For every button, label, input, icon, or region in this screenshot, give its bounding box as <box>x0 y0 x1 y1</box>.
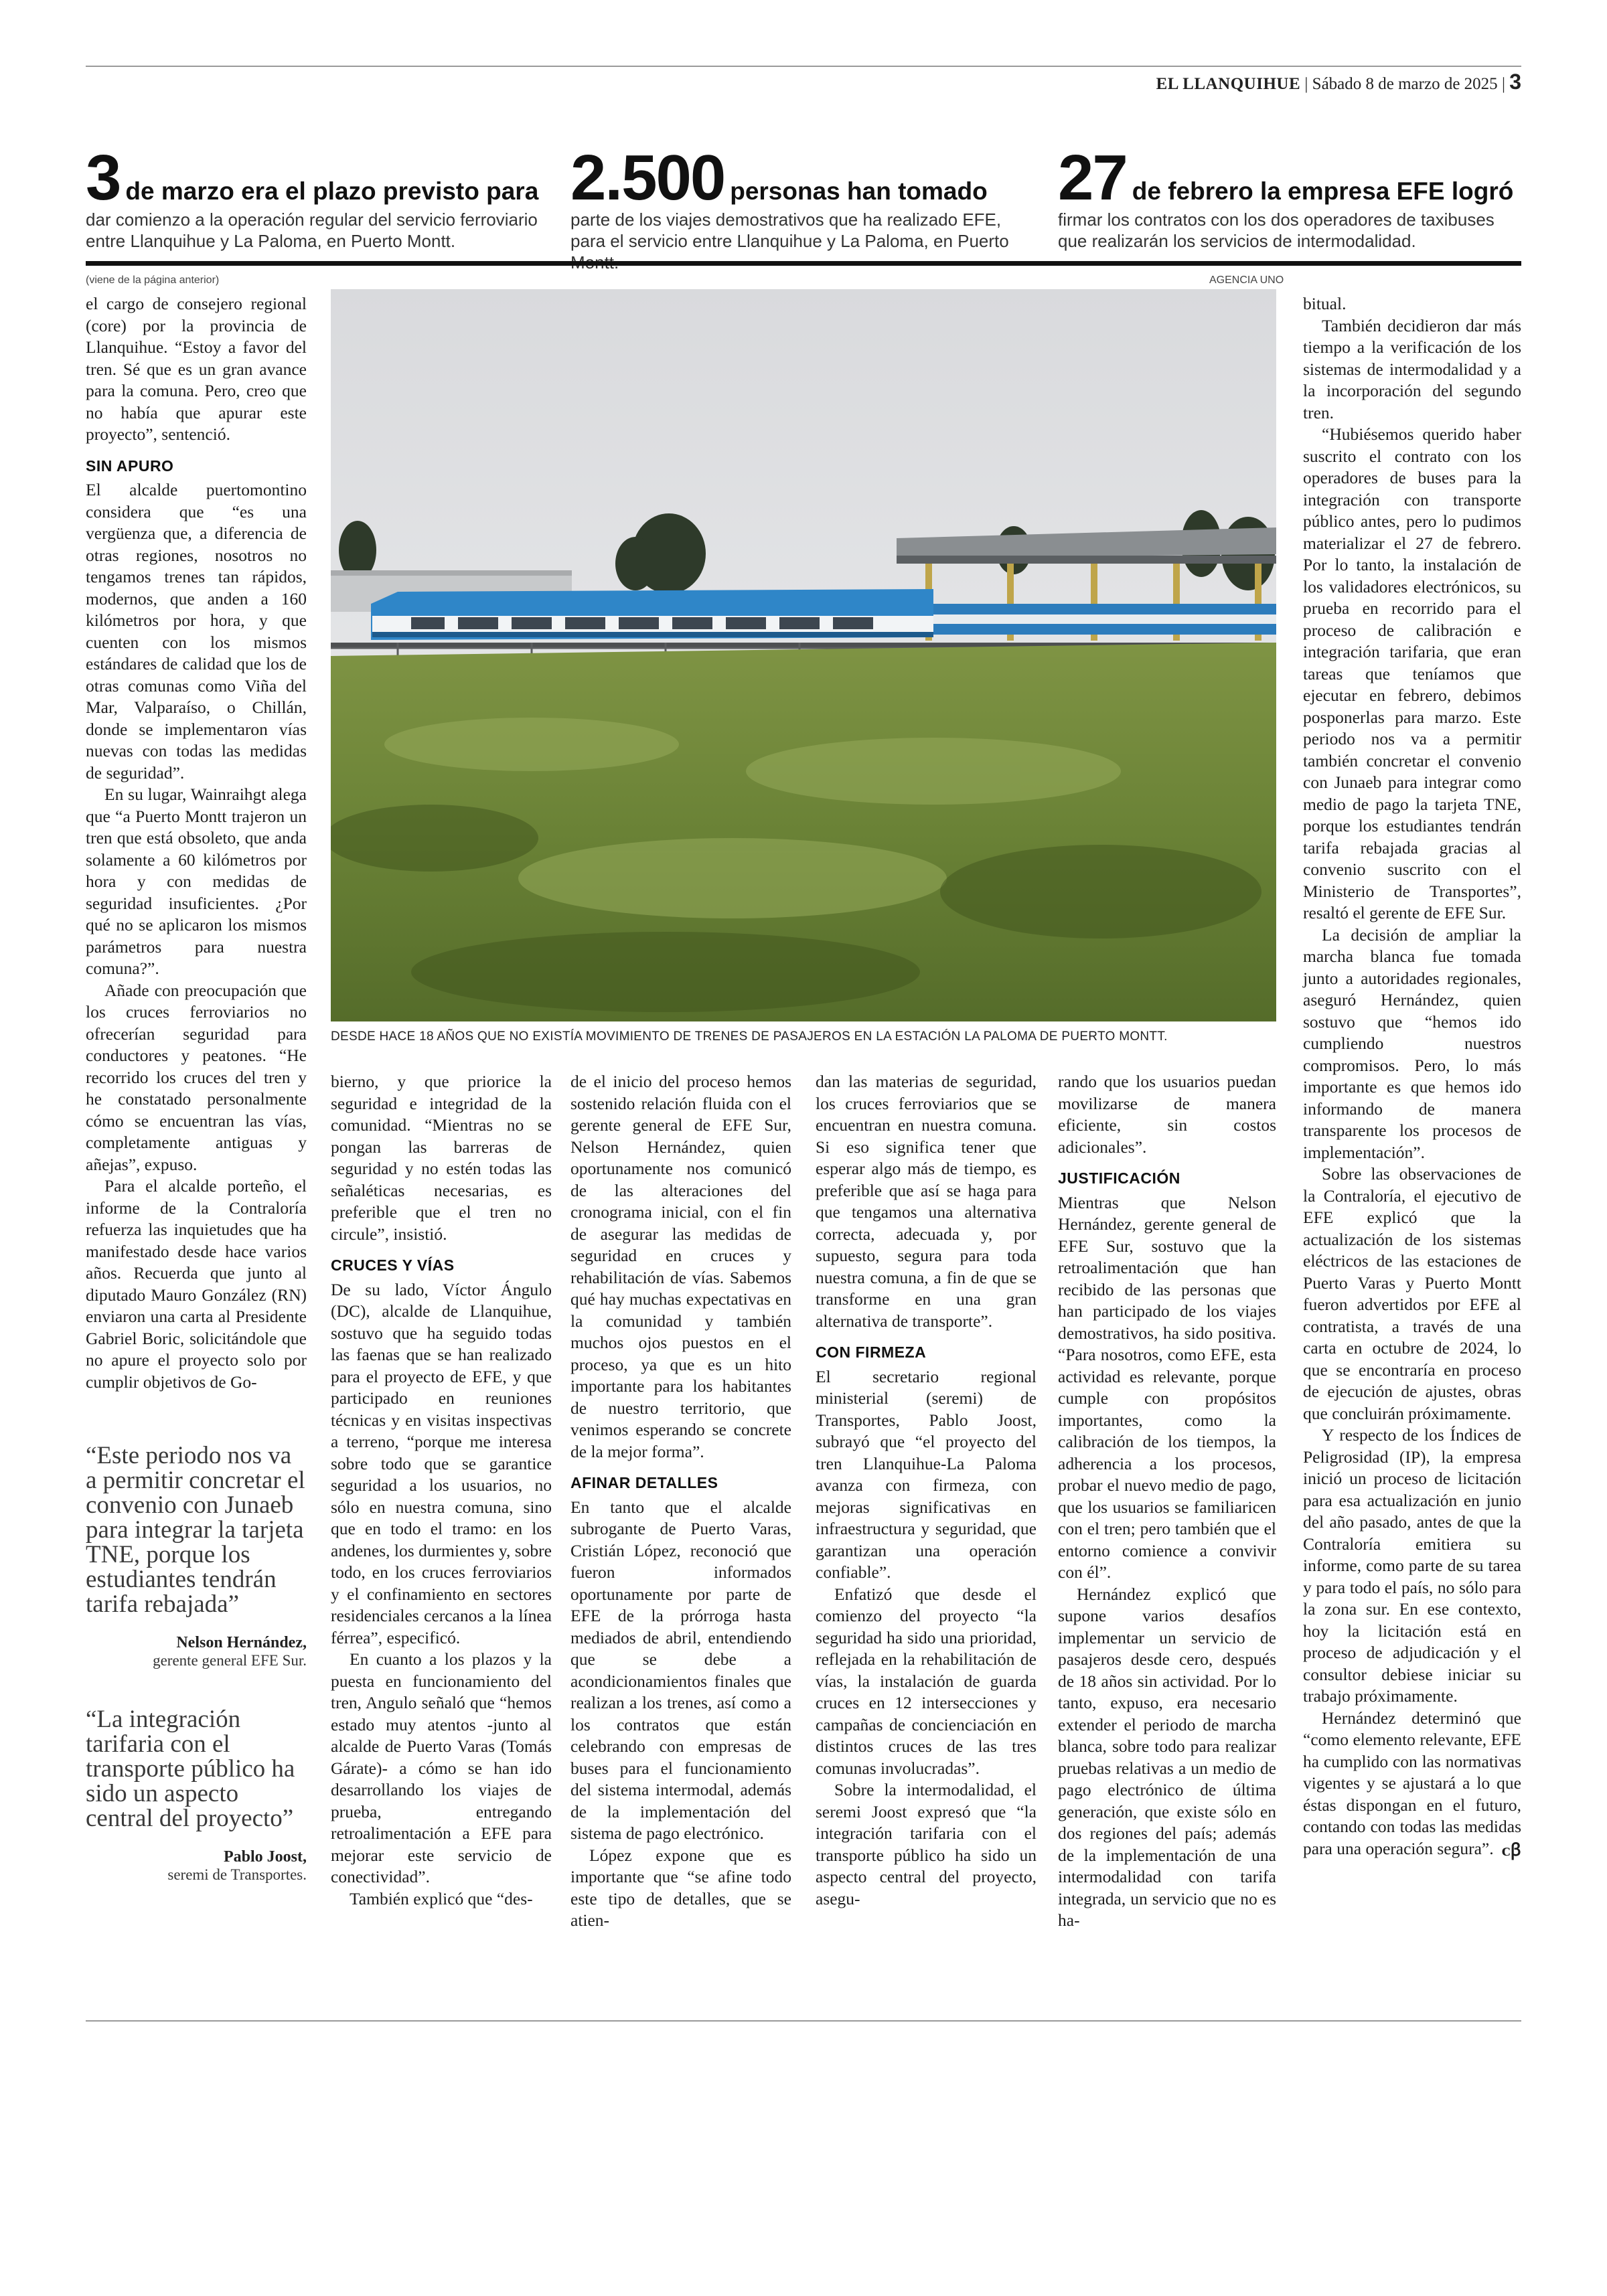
quote-author: Nelson Hernández, <box>176 1634 307 1651</box>
article-paragraph: También decidieron dar más tiempo a la verificación de los sistemas de intermodalidad y a la incorporación del segundo tren. <box>1303 315 1521 422</box>
issue-date: Sábado 8 de marzo de 2025 <box>1312 75 1498 93</box>
article-paragraph: La decisión de ampliar la marcha blanca fue tomada junto a autoridades regionales, aseguró Hernández, quien sostuvo que “hemos ido cumpliendo nuestros compromisos. Pero, lo más importante es que hemos ido informando de manera transparente los procesos de implementación”. <box>1303 924 1521 1162</box>
photo-credit: AGENCIA UNO <box>1209 274 1284 286</box>
article-paragraph: el cargo de consejero regional (core) por la provincia de Llanquihue. “Estoy a favor del tren. Sé que es un gran avance para la comuna. Pero, creo que no había que apurar este proyecto”, sentenció. <box>86 294 307 444</box>
end-of-article-mark: ᴄꞵ <box>1501 1840 1521 1860</box>
stat-number: 3 <box>86 142 121 214</box>
stat-description: firmar los contratos con los dos operadores de taxibuses que realizarán los servicios de intermodalidad. <box>1058 210 1495 251</box>
train-station-illustration <box>331 289 1276 1021</box>
section-subhead: SIN APURO <box>86 457 174 475</box>
section-subhead: JUSTIFICACIÓN <box>1058 1169 1180 1187</box>
article-column-1 <box>86 293 307 1393</box>
article-column-5 <box>1058 1071 1276 1932</box>
article-paragraph: Sobre la intermodalidad, el seremi Joost expresó que “la integración tarifaria con el transporte público ha sido un aspecto central del proyecto, asegu- <box>816 1780 1037 1908</box>
masthead-folio: EL LLANQUIHUE | Sábado 8 de marzo de 2025 | 3 <box>1156 70 1521 94</box>
publication-name: EL LLANQUIHUE <box>1156 75 1301 93</box>
article-paragraph: Enfatizó que desde el comienzo del proyecto “la seguridad ha sido una prioridad, reflejada en la rehabilitación de vías, la instalación de guarda cruces en 12 intersecciones y campañas de concienciación en distintos cruces de las tres comunas involucradas”. <box>816 1584 1037 1778</box>
article-paragraph: bierno, y que priorice la seguridad e integridad de la comunidad. “Mientras no se pongan las barreras de seguridad y no estén todas las señaléticas necesarias, es preferible que el tren no circule”, insistió. <box>331 1072 552 1244</box>
article-paragraph: dan las materias de seguridad, los cruces ferroviarios que se encuentran en nuestra comuna. Si eso significa tener que esperar algo más de tiempo, es preferible que así se haga para que tengamos una alternativa correcta, adecuada y, por supuesto, segura para toda nuestra comuna, a fin de que se transforme en una gran alternativa de transporte”. <box>816 1072 1037 1331</box>
stat-lead: de febrero la empresa EFE logró <box>1132 177 1514 205</box>
section-subhead: CRUCES Y VÍAS <box>331 1256 455 1274</box>
pull-quote-1 <box>86 1443 307 1669</box>
article-column-6 <box>1303 293 1521 1862</box>
quote-role: gerente general EFE Sur. <box>153 1652 307 1669</box>
stat-description: parte de los viajes demostrativos que ha realizado EFE, para el servicio entre Llanquihue y La Paloma, en Puerto <box>570 210 1009 251</box>
quote-text: “Este periodo nos va a permitir concretar el convenio con Junaeb para integrar la tarjeta TNE, porque los estudiantes tendrán tarifa rebajada” <box>86 1442 305 1618</box>
article-column-3 <box>570 1071 791 1932</box>
top-rule <box>86 66 1521 67</box>
section-subhead: AFINAR DETALLES <box>570 1474 718 1491</box>
article-paragraph: de el inicio del proceso hemos sostenido relación fluida con el gerente general de EFE Sur, Nelson Hernández, quien oportunamente nos comunicó de las alteraciones del cronograma inicial, con el fin de asegurar las medidas de seguridad en cruces y rehabilitación de vías. Sabemos qué hay muchas expectativas en la comunidad y también muchos ojos puestos en el proceso, ya que es un hito importante para los habitantes de nuestro territorio, que venimos esperando se concrete de la mejor forma”. <box>570 1072 791 1461</box>
stat-block-2 <box>570 142 1039 273</box>
stat-number: 27 <box>1058 142 1127 214</box>
quote-text: “La integración tarifaria con el transporte público ha sido un aspecto central del proyecto” <box>86 1706 295 1832</box>
continued-note: (viene de la página anterior) <box>86 274 220 286</box>
train-photo <box>331 289 1276 1021</box>
article-paragraph: En cuanto a los plazos y la puesta en funcionamiento del tren, Angulo señaló que “hemos estado muy atentos -junto al alcalde de Puerto Varas (Tomás Gárate)- a cómo se han ido desarrollando los viajes de prueba, entregando retroalimentación a EFE para mejorar este servicio de conectividad”. <box>331 1649 552 1886</box>
stat-lead: personas han tomado <box>730 177 988 205</box>
stat-block-3 <box>1058 142 1527 252</box>
article-paragraph: Para el alcalde porteño, el informe de la Contraloría refuerza las inquietudes que ha manifestado desde hace varios años. Recuerda que junto al diputado Mauro González (RN) enviaron una carta al Presidente Gabriel Boric, solicitándole que no apure el proyecto solo por cumplir objetivos de Go- <box>86 1176 307 1392</box>
stat-lead: de marzo era el plazo previsto para <box>125 177 539 205</box>
article-paragraph: En su lugar, Wainraihgt alega que “a Puerto Montt trajeron un tren que está obsoleto, que anda solamente a 60 kilómetros por hora y con medidas de seguridad insuficientes. ¿Por qué no se aplicaron los mismos parámetros para nuestra comuna?”. <box>86 785 307 978</box>
page-number: 3 <box>1509 70 1521 94</box>
article-paragraph: En tanto que el alcalde subrogante de Puerto Varas, Cristián López, reconoció que fueron informados oportunamente por parte de EFE de la prórroga hasta mediados de abril, entendiendo que se debe a acondicionamientos finales que realizan a los trenes, así como a los contratos que están celebrando con empresas de buses para el funcionamiento del sistema intermodal, además de la implementación del sistema de pago electrónico. <box>570 1497 791 1843</box>
article-paragraph: Y respecto de los Índices de Peligrosidad (IP), la empresa inició un proceso de licitación para esa actualización en junio del año pasado, antes de que la Contraloría emitiera su informe, como parte de su tarea y para todo el país, no sólo para la zona sur. En ese contexto, hoy la licitación está en proceso de adjudicación y el consultor debiese iniciar su trabajo próximamente. <box>1303 1425 1521 1706</box>
article-paragraph: Mientras que Nelson Hernández, gerente general de EFE Sur, sostuvo que la retroalimentación que han recibido de las personas que han participado de los viajes demostrativos, ha sido positiva. “Para nosotros, como EFE, esta actividad es relevante, porque cumple con propósitos importantes, como la calibración de los tiempos, la adherencia a los procesos, probar el nuevo medio de pago, que los usuarios se familiaricen con el tren; pero también que el entorno comience a convivir con él”. <box>1058 1192 1276 1582</box>
article-paragraph: López expone que es importante que “se afine todo este tipo de detalles, que se atien- <box>570 1845 791 1930</box>
quote-role: seremi de Transportes. <box>167 1866 307 1883</box>
pull-quote-2 <box>86 1707 307 1884</box>
article-paragraph: El alcalde puertomontino considera que “es una vergüenza que, a diferencia de otras regiones, nosotros no tengamos trenes tan rápidos, modernos, que anden a 160 kilómetros por hora, y que cuenten con los mismos estándares de calidad que los de otras comunas como Viña del Mar, Valparaíso, o Chillán, donde se implementaron vías nuevas con todas las medidas de seguridad”. <box>86 480 307 783</box>
article-paragraph: Añade con preocupación que los cruces ferroviarios no ofrecerían seguridad para conductores y peatones. “He recorrido los cruces del tren y he constatado personalmente cómo se encuentran las vías, completamente antiguas y añejas”, expuso. <box>86 980 307 1174</box>
section-divider <box>86 261 1521 266</box>
bottom-rule <box>86 2020 1521 2022</box>
stat-description: dar comienzo a la operación regular del servicio ferroviario entre Llanquihue y La Paloma, en Puerto Montt. <box>86 210 538 251</box>
article-paragraph: Hernández explicó que supone varios desafíos implementar un servicio de pasajeros desde cero, después de 18 años sin actividad. Por lo tanto, expuso, era necesario extender el periodo de marcha blanca, sobre todo para realizar pruebas relativas a un medio de pago electrónico de última generación, que existe sólo en dos regiones del país; además de la implementación de una intermodalidad con tarifa integrada, un servicio que no es ha- <box>1058 1584 1276 1930</box>
quote-author: Pablo Joost, <box>223 1848 307 1866</box>
article-column-4 <box>816 1071 1037 1910</box>
article-paragraph: Sobre las observaciones de la Contraloría, el ejecutivo de EFE explicó que la actualización de los sistemas eléctricos de las estaciones de Puerto Varas y Puerto Montt fueron advertidos por EFE al contratista, a través de una carta en octubre de 2024, lo que se encontraría en proceso de ejecución de ajustes, obras que concluirán próximamente. <box>1303 1164 1521 1423</box>
article-paragraph: “Hubiésemos querido haber suscrito el contrato con los operadores de buses para la integración con transporte público antes, pero lo pudimos materializar el 27 de febrero. Por lo tanto, la instalación de los validadores electrónicos, su prueba en recorrido para el proceso de calibración e integración tarifaria, que eran tareas que teníamos que ejecutar en febrero, debimos posponerlas para marzo. Este periodo nos va a permitir también concretar el convenio con Junaeb para integrar como medio de pago la tarjeta TNE, porque los estudiantes tendrán tarifa rebajada gracias al convenio suscrito con el Ministerio de Transportes”, resaltó el gerente de EFE Sur. <box>1303 424 1521 922</box>
stat-block-1 <box>86 142 554 252</box>
stat-number: 2.500 <box>570 142 725 214</box>
section-subhead: CON FIRMEZA <box>816 1343 927 1361</box>
article-paragraph: Hernández determinó que “como elemento relevante, EFE ha cumplido con las normativas vigentes y se ajustará a lo que éstas dispongan en el futuro, contando con todas las medidas para una operación segura”. <box>1303 1708 1521 1858</box>
article-paragraph: También explicó que “des- <box>350 1888 533 1908</box>
article-column-2 <box>331 1071 552 1910</box>
article-paragraph: El secretario regional ministerial (seremi) de Transportes, Pablo Joost, subrayó que “el proyecto del tren Llanquihue-La Paloma avanza con firmeza, con mejoras significativas en infraestructura y seguridad, que garantizan una operación confiable”. <box>816 1366 1037 1582</box>
article-paragraph: De su lado, Víctor Ángulo (DC), alcalde de Llanquihue, sostuvo que ha seguido todas las faenas que se han realizado para el proyecto de EFE, y que participado en reuniones técnicas y en visitas inspectivas a terreno, “porque me interesa sobre todo que se garantice seguridad a los usuarios, no sólo en nuestra comuna, sino que en todo el tramo: en los andenes, los durmientes y, sobre todo, en los cruces ferroviarios y el confinamiento en sectores residenciales cercanos a la línea férrea”, especificó. <box>331 1279 552 1647</box>
article-paragraph: bitual. <box>1303 294 1347 313</box>
photo-caption: DESDE HACE 18 AÑOS QUE NO EXISTÍA MOVIMIENTO DE TRENES DE PASAJEROS EN LA ESTACIÓN LA PALOMA DE PUERTO MONTT. <box>331 1030 1168 1044</box>
article-paragraph: rando que los usuarios puedan movilizarse de manera eficiente, sin costos adicionales”. <box>1058 1072 1276 1157</box>
